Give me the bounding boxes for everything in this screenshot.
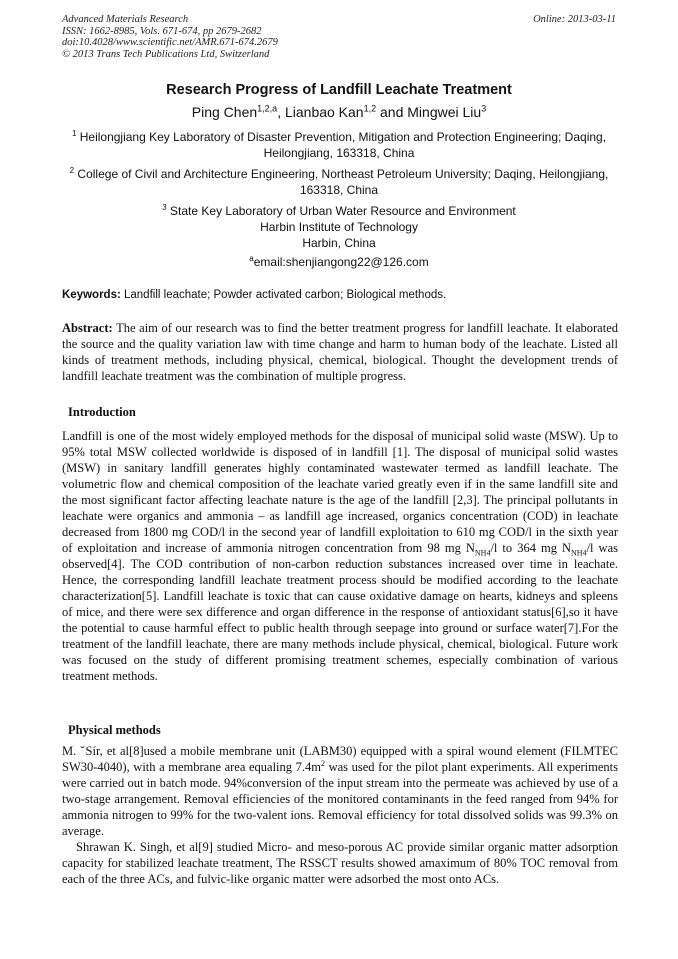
author-name: Mingwei Liu: [407, 104, 482, 120]
abstract-label: Abstract:: [62, 321, 113, 335]
abstract-text: The aim of our research was to find the better treatment progress for landfill leachate. It elaborated the source and the quality variation law with time change and harm to human body of the leachate. Listed all kinds of treatment methods, including physical, chemical, biological. Thought the development trends of landfill leachate treatment was the combination of multiple progress.: [62, 321, 618, 383]
section-heading-introduction: Introduction: [68, 405, 136, 419]
introduction-paragraph: Landfill is one of the most widely employed methods for the disposal of municipal solid waste (MSW). Up to 95% total MSW collected worldwide is disposed of in landfill [1]. The disposal of municipal solid wastes (MSW) in sanitary landfill generates highly contaminated wastewater termed as landfill leachate. The volumetric flow and chemical composition of the leachate varied greatly even if in the same landfill site and the most significant factor affecting leachate nature is the age of the landfill [2,3]. The principal pollutants in leachate were organics and ammonia – as landfill age increased, organics concentration (COD) in leachate decreased from 1800 mg COD/l in the second year of landfill exploitation to 610 mg COD/l in the sixth year of exploitation and increase of ammonia nitrogen concentration from 98 mg $N_{NH4}/l$ to 364 mg $N_{NH4}/l$ was observed[4]. The COD contribution of non-carbon reduction substances increased over time in leachate. Hence, the corresponding landfill leachate treatment process should be modified according to the leachate characterization[5]. Landfill leachate is toxic that can cause oxidative damage on hearts, kidneys and spleens of mice, and there were sex difference and organ difference in the response of antioxidant status[6],so it have the potential to cause harmful effect to public health through seepage into ground or surface water[7].For the treatment of the landfill leachate, there are many methods include physical, chemical, biological. Future work was focused on the study of different promising treatment schemes, especially combination of various treatment methods.: [62, 429, 618, 683]
keywords-label: Keywords:: [62, 289, 121, 301]
journal-header: [62, 14, 278, 60]
author-affiliation-mark: 1,2,a: [257, 103, 278, 114]
journal-name: Advanced Materials Research: [62, 14, 189, 25]
paper-title: Research Progress of Landfill Leachate Treatment: [166, 82, 512, 98]
author-name: Lianbao Kan: [284, 104, 364, 120]
copyright-line: © 2013 Trans Tech Publications Ltd, Switzerland: [62, 48, 270, 60]
affiliation-2: $^2$ College of Civil and Architecture Engineering, Northeast Petroleum University; Daqing, Heilongjiang, 163318, China: [69, 166, 609, 197]
physical-paragraph-1: M. ˇSír, et al[8]used a mobile membrane unit (LABM30) equipped with a spiral wound element (FILMTEC SW30-4040), with a membrane area equaling $7.4m^2$ was used for the pilot plant experiments. All experiments were carried out in batch mode. 94%conversion of the input stream into the permeate was achieved by use of a two-stage arrangement. Removal efficiencies of the monitored contaminants in the feed ranged from 94% for ammonia nitrogen to 99% for the two-valent ions. Removal efficiency for total dissolved solids was 99.3% on average.: [62, 744, 619, 838]
physical-methods-body: [62, 743, 618, 887]
affiliation-3: $^3$ State Key Laboratory of Urban Water Resource and Environment Harbin Institute of Technology Harbin, China: [162, 203, 516, 250]
affiliation-1: $^1$ Heilongjiang Key Laboratory of Disaster Prevention, Mitigation and Protection Engineering; Daqing, Heilongjiang, 163318, China: [71, 129, 607, 160]
author-affiliation-mark: 3: [481, 103, 487, 114]
online-date: Online: 2013-03-11: [533, 14, 616, 25]
section-heading-physical-methods: Physical methods: [68, 723, 161, 737]
keywords-text: Landfill leachate; Powder activated carbon; Biological methods.: [124, 289, 447, 301]
author-affiliation-mark: 1,2: [363, 103, 377, 114]
doi-line: doi:10.4028/www.scientific.net/AMR.671-674.2679: [62, 37, 278, 48]
issn-line: ISSN: 1662-8985, Vols. 671-674, pp 2679-2682: [62, 25, 262, 37]
author-list: Ping Chen$^{1,2,a}$, Lianbao Kan$^{1,2}$ and Mingwei Liu$^3$: [191, 103, 487, 120]
abstract: [62, 320, 618, 384]
author-name: Ping Chen: [191, 104, 258, 120]
keywords: [62, 289, 618, 301]
physical-paragraph-2: Shrawan K. Singh, et al[9] studied Micro- and meso-porous AC provide similar organic matter adsorption capacity for stabilized leachate treatment, The RSSCT results showed amaximum of 80% TOC removal from each of the three ACs, and fulvic-like organic matter were adsorbed the most onto ACs.: [62, 840, 618, 886]
corresponding-email: $^a$email:shenjiangong22@126.com: [249, 254, 429, 269]
